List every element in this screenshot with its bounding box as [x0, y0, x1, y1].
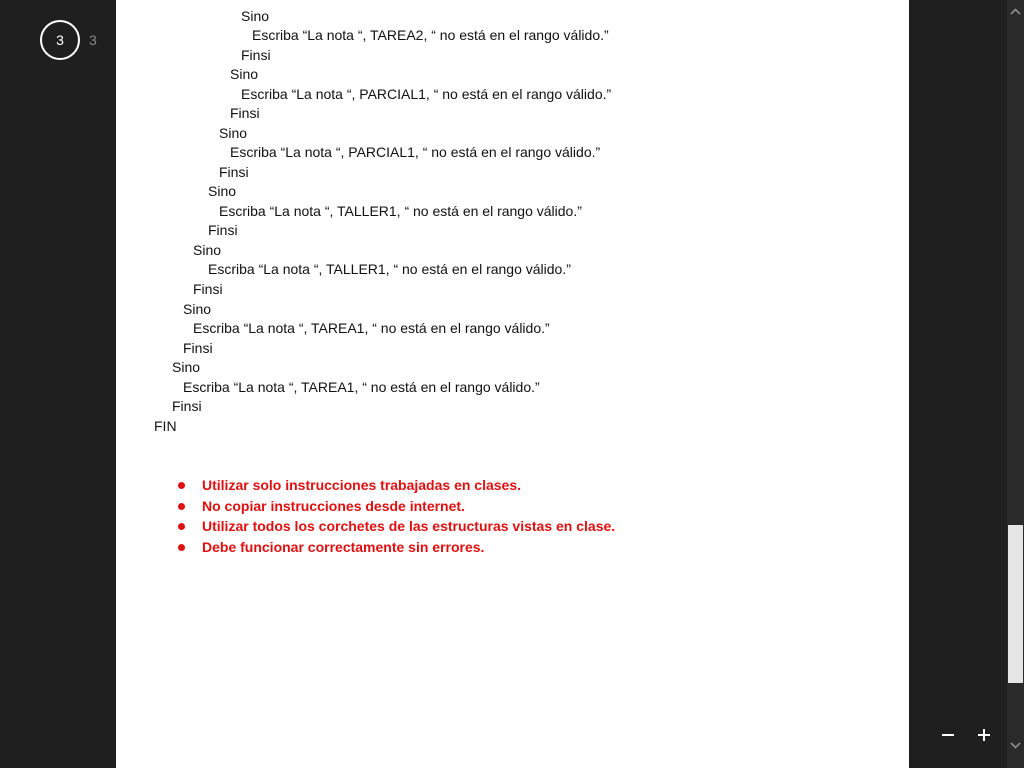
requirement-text: Utilizar solo instrucciones trabajadas en clases.: [202, 477, 522, 493]
code-line: FIN: [154, 418, 177, 434]
bullet-icon: [178, 503, 185, 510]
list-item: [172, 497, 615, 518]
code-line: Sino: [241, 8, 270, 24]
code-line: Escriba “La nota “, PARCIAL1, “ no está en el rango válido.”: [241, 86, 612, 102]
code-line: Escriba “La nota “, PARCIAL1, “ no está en el rango válido.”: [230, 144, 601, 160]
chevron-up-icon: [1010, 8, 1021, 15]
code-line: Sino: [230, 66, 259, 82]
total-pages: 3: [89, 32, 97, 48]
code-line: Escriba “La nota “, TAREA2, “ no está en el rango válido.”: [252, 27, 609, 43]
current-page-number: 3: [56, 32, 64, 48]
code-line: Finsi: [208, 222, 238, 238]
code-line: Sino: [172, 359, 201, 375]
code-line: Finsi: [241, 47, 271, 63]
scroll-up-button[interactable]: [1007, 2, 1024, 20]
zoom-in-button[interactable]: [976, 727, 992, 743]
code-line: Finsi: [183, 340, 213, 356]
code-line: Finsi: [172, 398, 202, 414]
requirement-text: No copiar instrucciones desde internet.: [202, 497, 465, 514]
scroll-down-button[interactable]: [1007, 736, 1024, 754]
code-line: Finsi: [230, 105, 260, 121]
list-item: [172, 538, 615, 559]
chevron-down-icon: [1010, 742, 1021, 749]
page-indicator: [40, 20, 97, 60]
list-item: [172, 517, 615, 538]
requirements-list: [172, 476, 615, 558]
bullet-icon: [178, 544, 185, 551]
code-line: Sino: [219, 125, 248, 141]
code-line: Escriba “La nota “, TAREA1, “ no está en el rango válido.”: [183, 379, 540, 395]
code-line: Sino: [208, 183, 237, 199]
current-page-button[interactable]: [40, 20, 80, 60]
code-line: Escriba “La nota “, TALLER1, “ no está en el rango válido.”: [219, 203, 582, 219]
zoom-out-button[interactable]: [940, 727, 956, 743]
code-line: Sino: [193, 242, 222, 258]
code-line: Escriba “La nota “, TALLER1, “ no está en el rango válido.”: [208, 261, 571, 277]
code-line: Escriba “La nota “, TAREA1, “ no está en el rango válido.”: [193, 320, 550, 336]
requirement-text: Debe funcionar correctamente sin errores.: [202, 538, 485, 555]
bullet-icon: [178, 523, 185, 530]
list-item: [172, 476, 615, 497]
bullet-icon: [178, 482, 185, 489]
document-page: [116, 0, 909, 768]
vertical-scrollbar[interactable]: [1007, 0, 1024, 768]
requirement-text: Utilizar todos los corchetes de las estructuras vistas en clase.: [202, 518, 616, 534]
code-line: Finsi: [193, 281, 223, 297]
code-line: Finsi: [219, 164, 249, 180]
code-line: Sino: [183, 301, 212, 317]
scrollbar-thumb[interactable]: [1008, 525, 1023, 683]
